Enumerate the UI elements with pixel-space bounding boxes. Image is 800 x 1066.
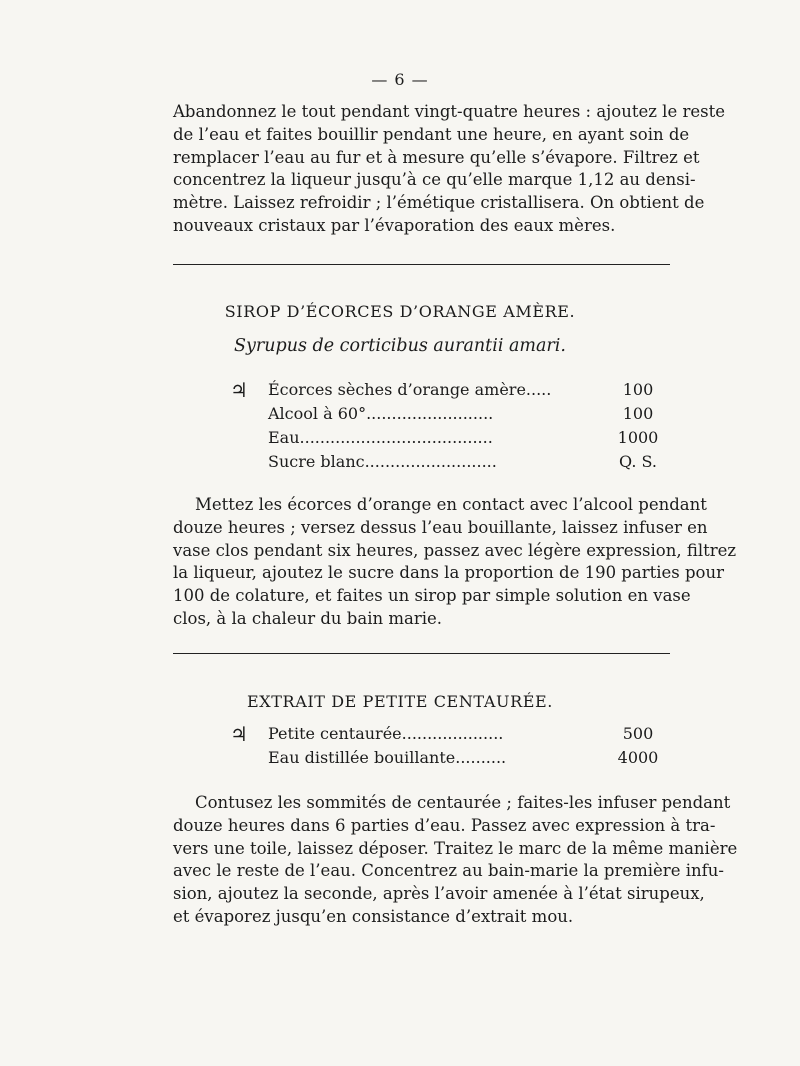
ingredient-row <box>268 747 658 769</box>
section-divider <box>173 653 670 654</box>
ingredient-row <box>268 427 658 449</box>
ingredient-list <box>230 378 659 475</box>
text-line: douze heures ; versez dessus l’eau bouillante, laissez infuser en <box>173 517 708 537</box>
text-line: et évaporez jusqu’en consistance d’extrait mou. <box>173 906 574 926</box>
ingredient-row <box>268 723 658 745</box>
text-line: de l’eau et faites bouillir pendant une heure, en ayant soin de <box>173 124 690 144</box>
ingredient-quantity: Q. S. <box>619 452 657 471</box>
method-paragraph <box>173 792 738 929</box>
ingredient-list <box>230 722 659 771</box>
text-line: Abandonnez le tout pendant vingt-quatre heures : ajoutez le reste <box>173 102 725 121</box>
ingredient-name: Alcool à 60°......................... <box>268 404 494 423</box>
text-line: avec le reste de l’eau. Concentrez au bain-marie la première infu- <box>173 861 724 881</box>
page-number: — 6 — <box>371 70 429 89</box>
text-line: la liqueur, ajoutez le sucre dans la proportion de 190 parties pour <box>173 563 724 583</box>
ingredient-name: Petite centaurée.................... <box>268 724 504 743</box>
ingredient-row <box>268 403 658 425</box>
ingredient-quantity: 500 <box>622 724 654 743</box>
text-line: mètre. Laissez refroidir ; l’émétique cristallisera. On obtient de <box>173 193 705 213</box>
text-line: remplacer l’eau au fur et à mesure qu’elle s’évapore. Filtrez et <box>173 147 700 167</box>
method-paragraph <box>173 494 737 631</box>
ingredient-quantity: 1000 <box>617 428 659 447</box>
section-divider <box>173 264 670 265</box>
recipe-symbol-icon: ♃ <box>230 722 248 746</box>
section-title: EXTRAIT DE PETITE CENTAURÉE. <box>247 692 553 711</box>
ingredient-quantity: 4000 <box>617 748 659 767</box>
section-title: SIROP D’ÉCORCES D’ORANGE AMÈRE. <box>224 302 576 321</box>
ingredient-row <box>268 451 658 473</box>
recipe-symbol-icon: ♃ <box>230 378 248 402</box>
ingredient-name: Eau...................................... <box>268 428 493 447</box>
text-line: 100 de colature, et faites un sirop par simple solution en vase <box>173 586 691 606</box>
ingredient-name: Eau distillée bouillante.......... <box>268 748 507 767</box>
text-line: sion, ajoutez la seconde, après l’avoir amenée à l’état sirupeux, <box>173 884 705 904</box>
section-latin-title: Syrupus de corticibus aurantii amari. <box>234 336 566 356</box>
ingredient-name: Écorces sèches d’orange amère..... <box>268 380 552 399</box>
ingredient-quantity: 100 <box>622 380 654 399</box>
text-line: nouveaux cristaux par l’évaporation des eaux mères. <box>173 215 616 235</box>
ingredient-name: Sucre blanc.......................... <box>268 452 497 471</box>
text-line: Mettez les écorces d’orange en contact avec l’alcool pendant <box>195 495 707 514</box>
text-line: Contusez les sommités de centaurée ; faites-les infuser pendant <box>195 793 731 812</box>
text-line: vers une toile, laissez déposer. Traitez le marc de la même manière <box>173 838 738 858</box>
intro-paragraph <box>173 101 725 238</box>
text-line: vase clos pendant six heures, passez avec légère expression, filtrez <box>173 540 737 560</box>
ingredient-quantity: 100 <box>622 404 654 423</box>
text-line: douze heures dans 6 parties d’eau. Passez avec expression à tra- <box>173 815 716 835</box>
text-line: concentrez la liqueur jusqu’à ce qu’elle marque 1,12 au densi- <box>173 170 696 190</box>
text-line: clos, à la chaleur du bain marie. <box>173 608 442 628</box>
ingredient-row <box>268 379 658 401</box>
